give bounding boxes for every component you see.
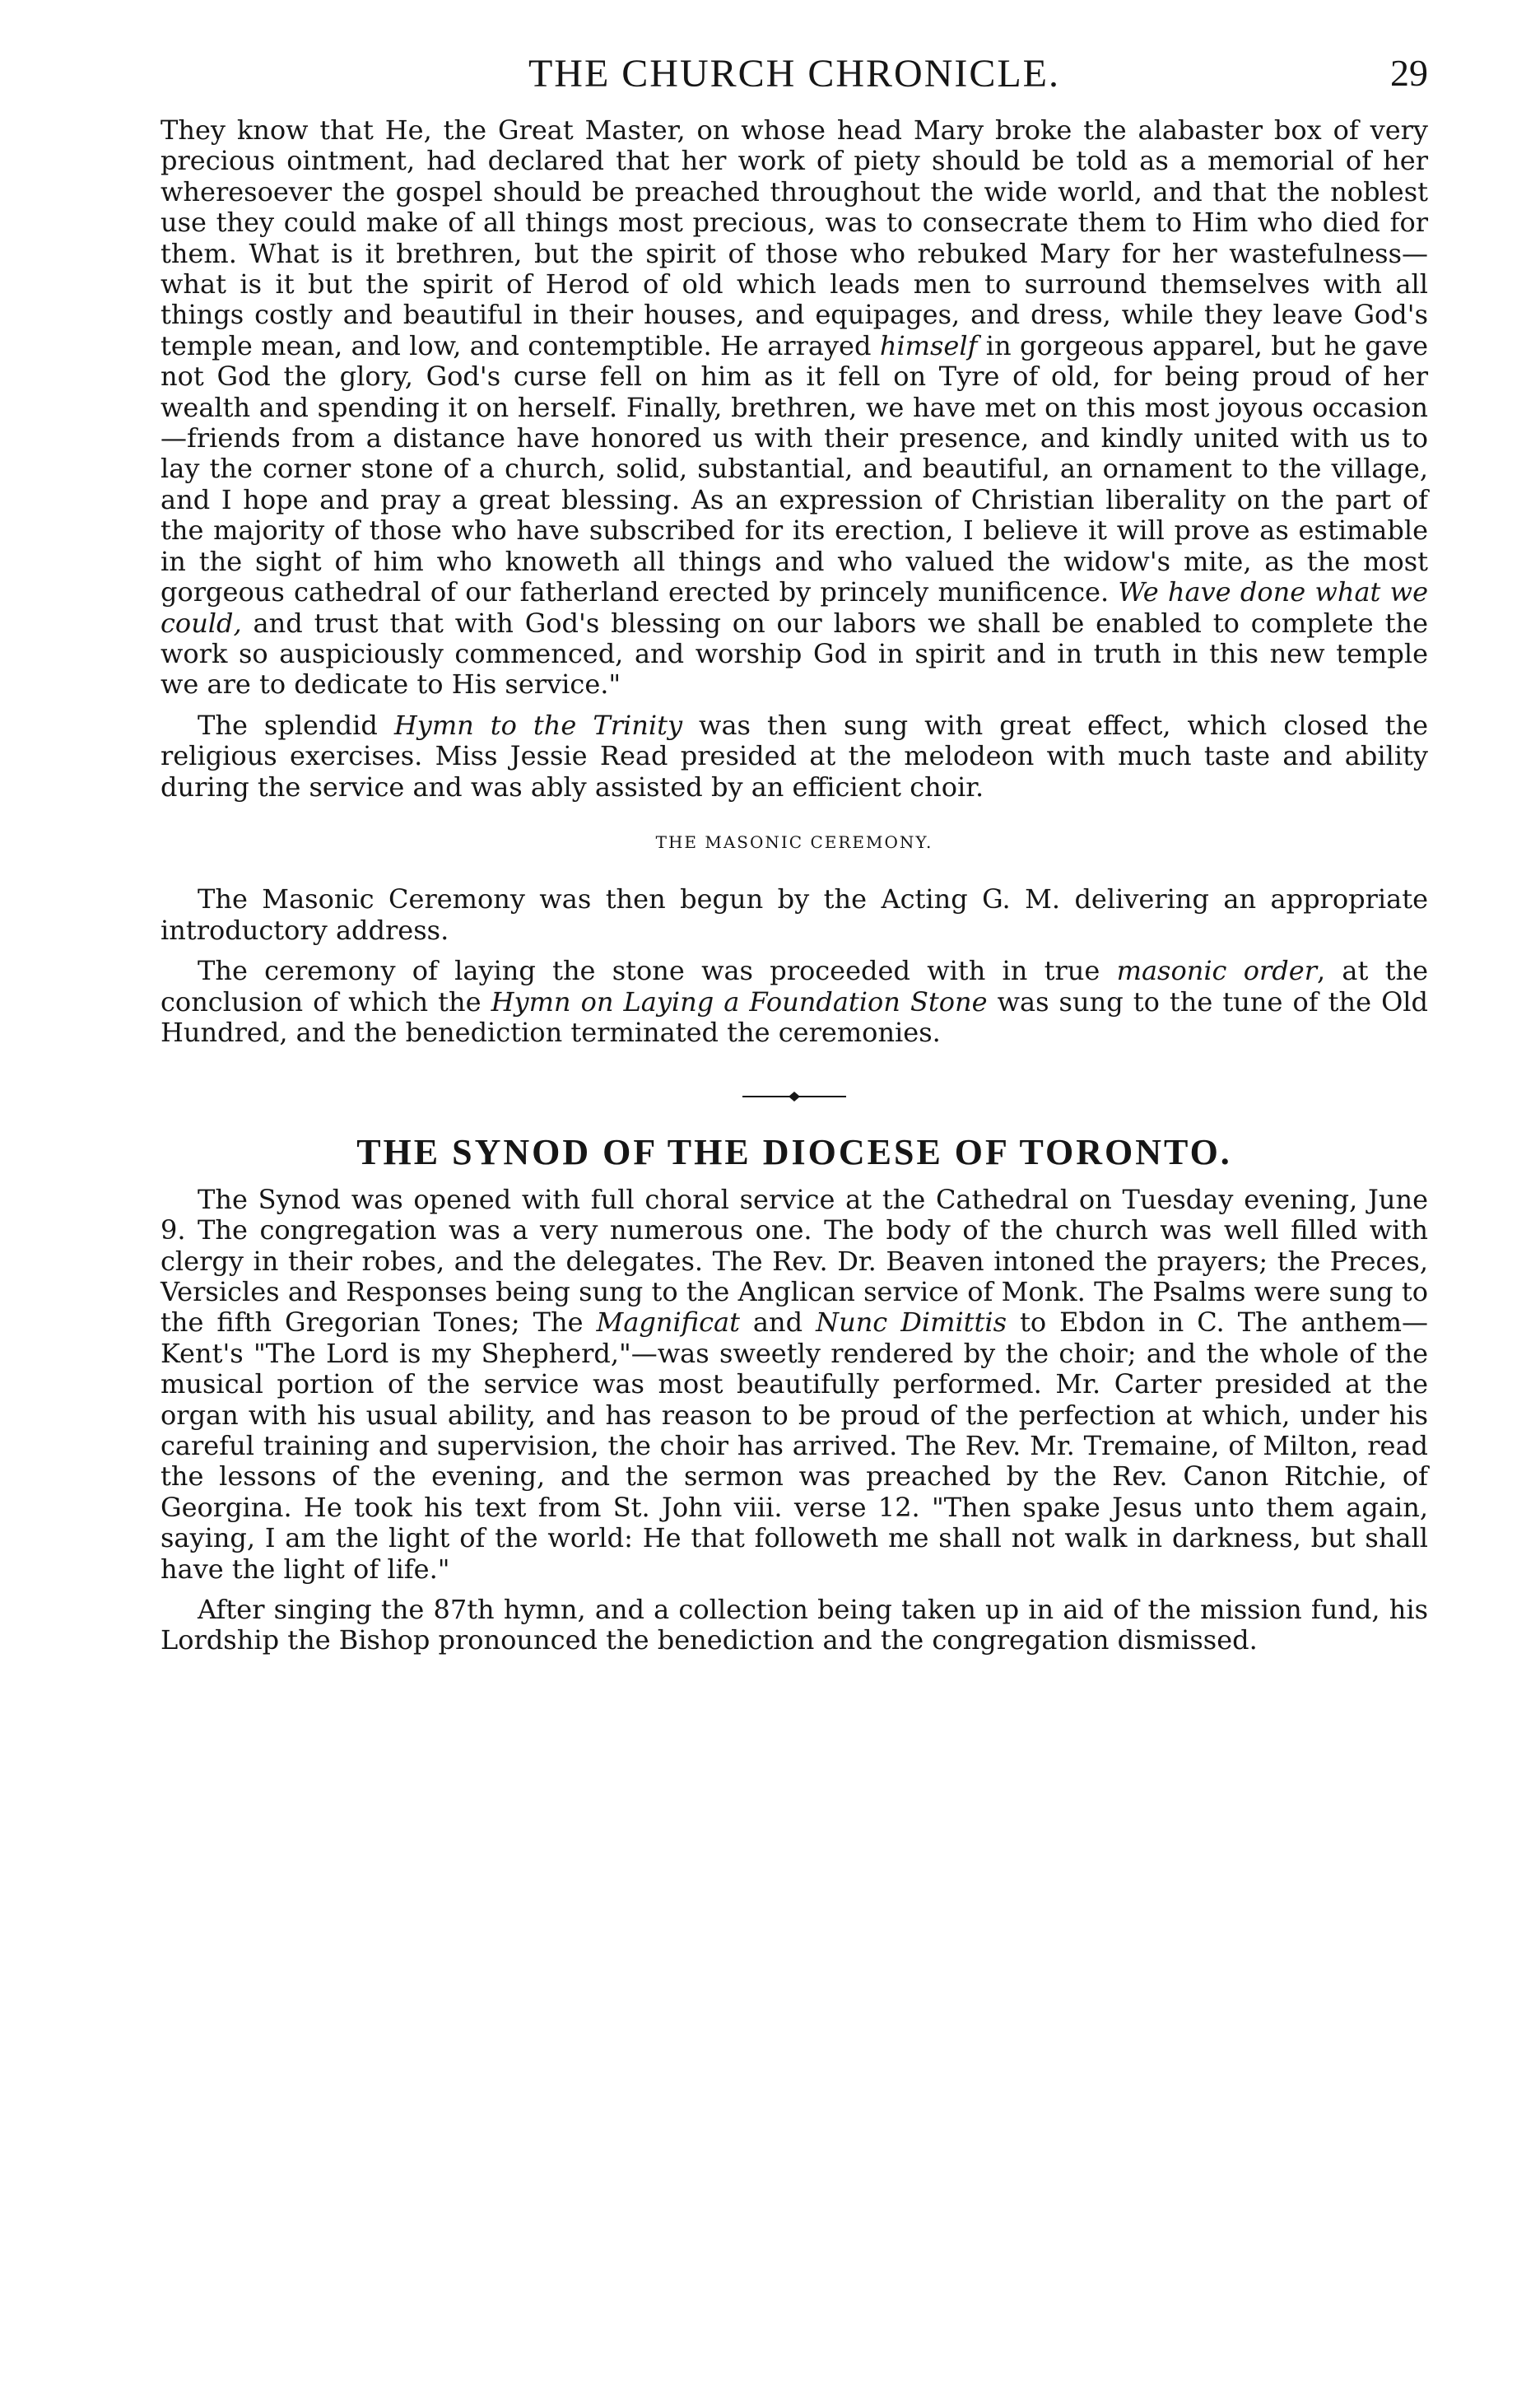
italic-run: masonic order (1116, 955, 1317, 987)
section-divider (161, 1089, 1428, 1104)
quote-continuation-paragraph (161, 115, 1428, 701)
text-run: in gorgeous apparel, but he gave not God the glory, God's curse fell on him as it fell on Tyre of old, for being proud of her wealth and spending it on herself. Finally, brethren, we have met on this most joyous occasion—friends from a distance have honored us with their presence, and kindly united with us to lay the corner stone of a church, solid, substantial, and beautiful, an ornament to the village, and I hope and pray a great blessing. As an expression of Christian liberality on the part of the majority of those who have subscribed for its erection, I believe it will prove as estimable in the sight of him who knoweth all things and who valued the widow's mite, as the most gorgeous cathedral of our fatherland erected by princely munificence. (161, 329, 1429, 608)
text-run: to Ebdon in C. The anthem—Kent's "The Lord is my Shepherd,"—was sweetly rendered by the choir; and the whole of the musical portion of the service was most beautifully performed. Mr. Carter presided at the organ with his usual ability, and has reason to be proud of the perfection at which, under his careful training and supervision, the choir has arrived. The Rev. Mr. Tremaine, of Milton, read the lessons of the evening, and the sermon was preached by the Rev. Canon Ritchie, of Georgina. He took his text from St. John viii. verse 12. "Then spake Jesus unto them again, saying, I am the light of the world: He that followeth me shall not walk in darkness, but shall have the light of life." (161, 1306, 1429, 1585)
text-run: The ceremony of laying the stone was proceeded with in true (198, 955, 1117, 987)
masonic-paragraph-1: The Masonic Ceremony was then begun by the Acting G. M. delivering an appropriate introductory address. (161, 883, 1428, 946)
synod-heading: THE SYNOD OF THE DIOCESE OF TORONTO. (356, 1132, 1232, 1173)
synod-paragraph-2: After singing the 87th hymn, and a collection being taken up in aid of the mission fund, his Lordship the Bishop pronounced the benediction and the congregation dismissed. (161, 1594, 1428, 1656)
italic-run: himself (879, 329, 978, 361)
text-run: They know that He, the Great Master, on whose head Mary broke the alabaster box of very precious ointment, had declared that her work of piety should be told as a memorial of her wheresoever the gospel should be preached throughout the wide world, and that the noblest use they could make of all things most precious, was to consecrate them to Him who died for them. What is it brethren, but the spirit of those who rebuked Mary for her wastefulness—what is it but the spirit of Herod of old which leads men to surround themselves with all things costly and beautiful in their houses, and equipages, and dress, while they leave God's temple mean, and low, and contemptible. He arrayed (161, 114, 1428, 361)
hymn-paragraph (161, 710, 1428, 803)
italic-run: Hymn to the Trinity (393, 709, 683, 741)
italic-run: Magnificat (596, 1306, 740, 1339)
italic-run: Nunc Dimittis (816, 1306, 1007, 1339)
text-run: was sung to the tune of the Old Hundred, and the benediction terminated the ceremonies. (161, 985, 1429, 1048)
text-run: and (739, 1306, 817, 1339)
masonic-paragraph-2 (161, 956, 1428, 1048)
italic-run: We have done what we could, (161, 576, 1429, 639)
italic-run: Hymn on Laying a Foundation Stone (491, 985, 988, 1018)
text-run: The splendid (198, 709, 394, 741)
synod-paragraph-1 (161, 1185, 1428, 1585)
running-head (161, 51, 1428, 97)
masonic-subheading: THE MASONIC CEREMONY. (655, 831, 933, 852)
text-run: , at the conclusion of which the (161, 955, 1429, 1018)
divider-ornament-icon (741, 1089, 848, 1104)
text-run: The Synod was opened with full choral service at the Cathedral on Tuesday evening, June 9. The congregation was a very numerous one. The body of the church was well filled with clergy in their robes, and the delegates. The Rev. Dr. Beaven intoned the prayers; the Preces, Versicles and Responses being sung to the Anglican service of Monk. The Psalms were sung to the fifth Gregorian Tones; The (161, 1183, 1428, 1339)
page-number: 29 (1390, 52, 1428, 94)
running-title: THE CHURCH CHRONICLE. (528, 52, 1060, 95)
article-body (161, 115, 1428, 1656)
text-run: was then sung with great effect, which closed the religious exercises. Miss Jessie Read presided at the melodeon with much taste and ability during the service and was ably assisted by an efficient choir. (161, 709, 1429, 803)
text-run: and trust that with God's blessing on our labors we shall be enabled to complete the work so auspiciously commenced, and worship God in spirit and in truth in this new temple we are to dedicate to His service." (161, 607, 1428, 701)
